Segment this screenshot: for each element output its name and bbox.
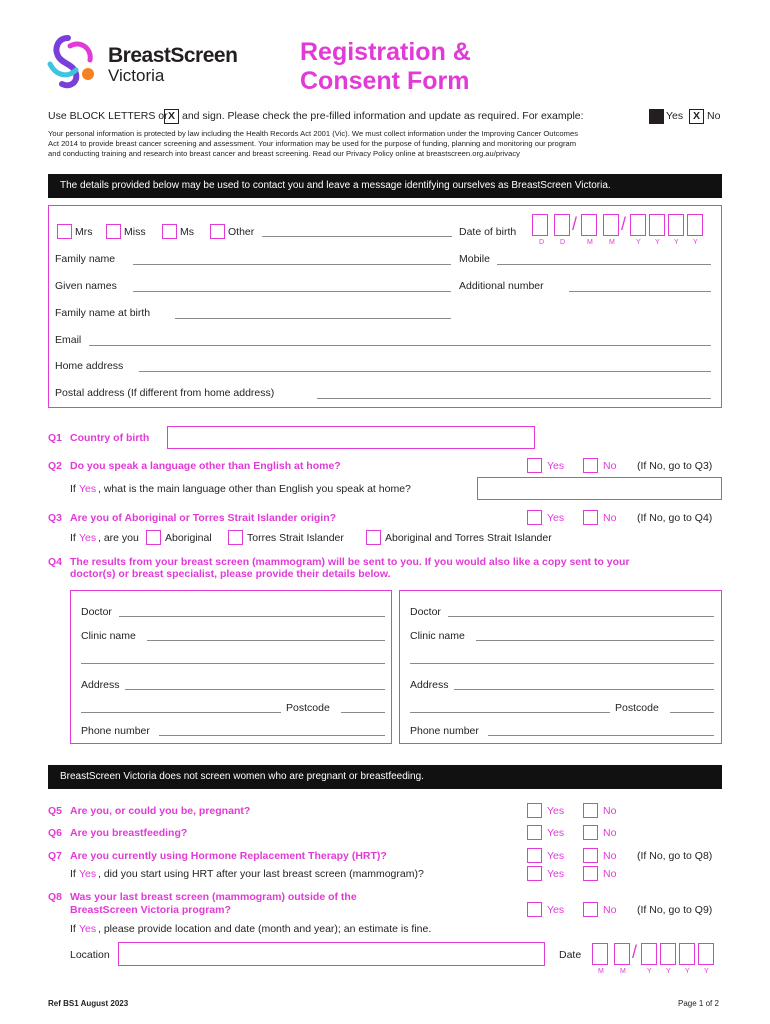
contact-banner: The details provided below may be used to contact you and leave a message identifying ourselves as BreastScreen Victoria.: [48, 174, 722, 198]
dob-hint-d2: D: [560, 239, 566, 246]
q3-no-label: No: [603, 512, 617, 524]
address-2-label: Address: [410, 679, 449, 691]
q8-date-label: Date: [559, 949, 582, 961]
q8-yes-checkbox[interactable]: [527, 902, 542, 917]
q2-text: Do you speak a language other than English at home?: [70, 460, 341, 472]
dob-hint-y1: Y: [636, 239, 641, 246]
address-1-input[interactable]: [125, 689, 385, 690]
q3-torres-label: Torres Strait Islander: [247, 532, 344, 544]
title-mrs-label: Mrs: [75, 226, 93, 238]
q8-line1: Was your last breast screen (mammogram) outside of the: [70, 891, 357, 903]
family-name-birth-label: Family name at birth: [55, 307, 151, 319]
title-miss-label: Miss: [124, 226, 146, 238]
mobile-input[interactable]: [497, 264, 711, 265]
logo-line1: BreastScreen: [108, 44, 238, 67]
home-address-input[interactable]: [139, 371, 711, 372]
q8-hint-y4: Y: [704, 968, 709, 975]
q5-no-label: No: [603, 805, 617, 817]
postal-address-input[interactable]: [317, 398, 711, 399]
address-1-input-2[interactable]: [81, 712, 281, 713]
title-line2: Consent Form: [300, 67, 470, 95]
q4-line2: doctor(s) or breast specialist, please provide their details below.: [70, 568, 391, 580]
q6-no-checkbox[interactable]: [583, 825, 598, 840]
given-names-label: Given names: [55, 280, 117, 292]
given-names-input[interactable]: [133, 291, 451, 292]
q8-number: Q8: [48, 891, 63, 903]
postal-address-label: Postal address (If different from home address): [55, 387, 275, 399]
q3-sub-yes: Yes: [79, 532, 97, 544]
q2-note: (If No, go to Q3): [637, 460, 713, 472]
clinic-1-input-2[interactable]: [81, 663, 385, 664]
family-name-input[interactable]: [133, 264, 451, 265]
q3-sub-if: If: [70, 532, 76, 544]
q7-yes-checkbox[interactable]: [527, 848, 542, 863]
privacy-line3: and conducting training and research into breast cancer and breast screening. Read our Privacy Policy online at breastscreen.org.au/privacy: [48, 149, 520, 158]
q5-yes-label: Yes: [547, 805, 565, 817]
doctor-2-input[interactable]: [448, 616, 714, 617]
q3-sub-rest: , are you: [98, 532, 139, 544]
q3-no-checkbox[interactable]: [583, 510, 598, 525]
q8-hint-y1: Y: [647, 968, 652, 975]
example-yes: Yes: [666, 110, 684, 122]
dob-year-3[interactable]: [668, 214, 684, 236]
doctor-box-1: [70, 590, 392, 744]
privacy-line2: Act 2014 to provide breast cancer screening and assessment. Your information may be used for the purpose of funding, planning and monitoring our program: [48, 139, 577, 148]
dob-hint-y4: Y: [693, 239, 698, 246]
family-name-label: Family name: [55, 253, 116, 265]
q2-sub-rest: , what is the main language other than English you speak at home?: [98, 483, 411, 495]
title-other-label: Other: [228, 226, 255, 238]
q3-both-label: Aboriginal and Torres Strait Islander: [385, 532, 552, 544]
logo: [46, 34, 256, 90]
location-label: Location: [70, 949, 110, 961]
q7-no-checkbox[interactable]: [583, 848, 598, 863]
postcode-2-input[interactable]: [670, 712, 714, 713]
example-scribble-box: [649, 109, 664, 124]
q2-sub-yes: Yes: [79, 483, 97, 495]
instructions-part2: and sign. Please check the pre-filled information and update as required. For example:: [182, 110, 584, 122]
additional-number-input[interactable]: [569, 291, 711, 292]
q2-sub-if: If: [70, 483, 76, 495]
home-address-label: Home address: [55, 360, 124, 372]
personal-details-box: [48, 205, 722, 408]
dob-sep-2: /: [621, 214, 627, 234]
additional-number-label: Additional number: [459, 280, 544, 292]
dob-hint-y2: Y: [655, 239, 660, 246]
example-x-box-2: X: [689, 109, 704, 124]
email-label: Email: [55, 334, 82, 346]
q6-text: Are you breastfeeding?: [70, 827, 188, 839]
q5-yes-checkbox[interactable]: [527, 803, 542, 818]
dob-hint-d1: D: [539, 239, 545, 246]
dob-label: Date of birth: [459, 226, 517, 238]
q8-date-month-2[interactable]: [614, 943, 630, 965]
footer-page: Page 1 of 2: [678, 999, 719, 1008]
mobile-label: Mobile: [459, 253, 490, 265]
q5-text: Are you, or could you be, pregnant?: [70, 805, 251, 817]
doctor-1-input[interactable]: [119, 616, 385, 617]
phone-2-label: Phone number: [410, 725, 479, 737]
q8-sub-if: If: [70, 923, 76, 935]
title-other-checkbox[interactable]: [210, 224, 225, 239]
q6-yes-checkbox[interactable]: [527, 825, 542, 840]
clinic-1-input[interactable]: [147, 640, 385, 641]
country-of-birth-input[interactable]: [167, 426, 535, 449]
dob-month-2[interactable]: [603, 214, 619, 236]
q8-hint-m1: M: [598, 968, 604, 975]
q2-number: Q2: [48, 460, 63, 472]
dob-hint-m1: M: [587, 239, 593, 246]
q3-torres-checkbox[interactable]: [228, 530, 243, 545]
clinic-1-label: Clinic name: [81, 630, 136, 642]
dob-year-2[interactable]: [649, 214, 665, 236]
q7-note: (If No, go to Q8): [637, 850, 713, 862]
q8-hint-y3: Y: [685, 968, 690, 975]
q3-yes-label: Yes: [547, 512, 565, 524]
q8-line2: BreastScreen Victoria program?: [70, 904, 231, 916]
q3-number: Q3: [48, 512, 63, 524]
example-x-box: X: [164, 109, 179, 124]
q3-text: Are you of Aboriginal or Torres Strait Islander origin?: [70, 512, 337, 524]
example-no: No: [707, 110, 721, 122]
q8-date-month-1[interactable]: [592, 943, 608, 965]
q8-yes-label: Yes: [547, 904, 565, 916]
title-miss-checkbox[interactable]: [106, 224, 121, 239]
phone-1-label: Phone number: [81, 725, 150, 737]
q8-date-year-3[interactable]: [679, 943, 695, 965]
q3-yes-checkbox[interactable]: [527, 510, 542, 525]
doctor-box-2: [399, 590, 722, 744]
title-line1: Registration &: [300, 38, 471, 66]
instructions-part1: Use BLOCK LETTERS or: [48, 110, 168, 122]
clinic-2-input[interactable]: [476, 640, 714, 641]
dob-hint-m2: M: [609, 239, 615, 246]
q8-no-checkbox[interactable]: [583, 902, 598, 917]
q1-text: Country of birth: [70, 432, 150, 444]
footer-ref: Ref BS1 August 2023: [48, 999, 129, 1008]
q3-aboriginal-label: Aboriginal: [165, 532, 212, 544]
q6-number: Q6: [48, 827, 63, 839]
q3-both-checkbox[interactable]: [366, 530, 381, 545]
dob-year-1[interactable]: [630, 214, 646, 236]
privacy-line1: Your personal information is protected by law including the Health Records Act 2001 (Vic). We must collect information under the Improving Cancer Outcomes: [48, 129, 578, 138]
q7-number: Q7: [48, 850, 63, 862]
q8-date-year-4[interactable]: [698, 943, 714, 965]
address-2-input[interactable]: [454, 689, 714, 690]
family-name-birth-input[interactable]: [175, 318, 451, 319]
address-2-input-2[interactable]: [410, 712, 610, 713]
instructions: [48, 110, 728, 124]
q2-no-checkbox[interactable]: [583, 458, 598, 473]
page-title: [300, 38, 471, 96]
privacy-notice: [48, 129, 728, 159]
q8-hint-m2: M: [620, 968, 626, 975]
clinic-2-input-2[interactable]: [410, 663, 714, 664]
q8-date-sep: /: [632, 942, 638, 962]
q7-sub-no-label: No: [603, 868, 617, 880]
dob-sep-1: /: [572, 214, 578, 234]
q4-number: Q4: [48, 556, 63, 568]
q7-sub-yes: Yes: [79, 868, 97, 880]
q8-sub-rest: , please provide location and date (month and year); an estimate is fine.: [98, 923, 432, 935]
q5-number: Q5: [48, 805, 63, 817]
q3-note: (If No, go to Q4): [637, 512, 713, 524]
title-other-input[interactable]: [262, 236, 452, 237]
q7-sub-rest: , did you start using HRT after your last breast screen (mammogram)?: [98, 868, 424, 880]
q7-yes-label: Yes: [547, 850, 565, 862]
q6-no-label: No: [603, 827, 617, 839]
q5-no-checkbox[interactable]: [583, 803, 598, 818]
logo-line2: Victoria: [108, 66, 165, 85]
pregnancy-banner: BreastScreen Victoria does not screen women who are pregnant or breastfeeding.: [48, 765, 722, 789]
q7-sub-yes-checkbox[interactable]: [527, 866, 542, 881]
title-ms-label: Ms: [180, 226, 194, 238]
dob-hint-y3: Y: [674, 239, 679, 246]
q2-no-label: No: [603, 460, 617, 472]
q8-sub-yes: Yes: [79, 923, 97, 935]
q8-no-label: No: [603, 904, 617, 916]
phone-2-input[interactable]: [488, 735, 714, 736]
doctor-2-label: Doctor: [410, 606, 441, 618]
clinic-2-label: Clinic name: [410, 630, 465, 642]
title-mrs-checkbox[interactable]: [57, 224, 72, 239]
q1-number: Q1: [48, 432, 63, 444]
q6-yes-label: Yes: [547, 827, 565, 839]
breastscreen-logo-icon: [46, 34, 104, 90]
q7-no-label: No: [603, 850, 617, 862]
address-1-label: Address: [81, 679, 120, 691]
q7-sub-no-checkbox[interactable]: [583, 866, 598, 881]
q8-date-year-2[interactable]: [660, 943, 676, 965]
phone-1-input[interactable]: [159, 735, 385, 736]
dob-day-1[interactable]: [532, 214, 548, 236]
dob-month-1[interactable]: [581, 214, 597, 236]
dob-year-4[interactable]: [687, 214, 703, 236]
postcode-2-label: Postcode: [615, 702, 659, 714]
postcode-1-label: Postcode: [286, 702, 330, 714]
q8-hint-y2: Y: [666, 968, 671, 975]
q7-text: Are you currently using Hormone Replacement Therapy (HRT)?: [70, 850, 387, 862]
q7-sub-if: If: [70, 868, 76, 880]
q8-note: (If No, go to Q9): [637, 904, 713, 916]
doctor-1-label: Doctor: [81, 606, 112, 618]
main-language-input[interactable]: [477, 477, 722, 500]
q4-line1: The results from your breast screen (mammogram) will be sent to you. If you would also like a copy sent to your: [70, 556, 630, 568]
q8-date-year-1[interactable]: [641, 943, 657, 965]
q2-yes-checkbox[interactable]: [527, 458, 542, 473]
dob-day-2[interactable]: [554, 214, 570, 236]
title-ms-checkbox[interactable]: [162, 224, 177, 239]
email-input[interactable]: [89, 345, 711, 346]
q2-yes-label: Yes: [547, 460, 565, 472]
q7-sub-yes-label: Yes: [547, 868, 565, 880]
postcode-1-input[interactable]: [341, 712, 385, 713]
q3-aboriginal-checkbox[interactable]: [146, 530, 161, 545]
location-input[interactable]: [118, 942, 545, 966]
